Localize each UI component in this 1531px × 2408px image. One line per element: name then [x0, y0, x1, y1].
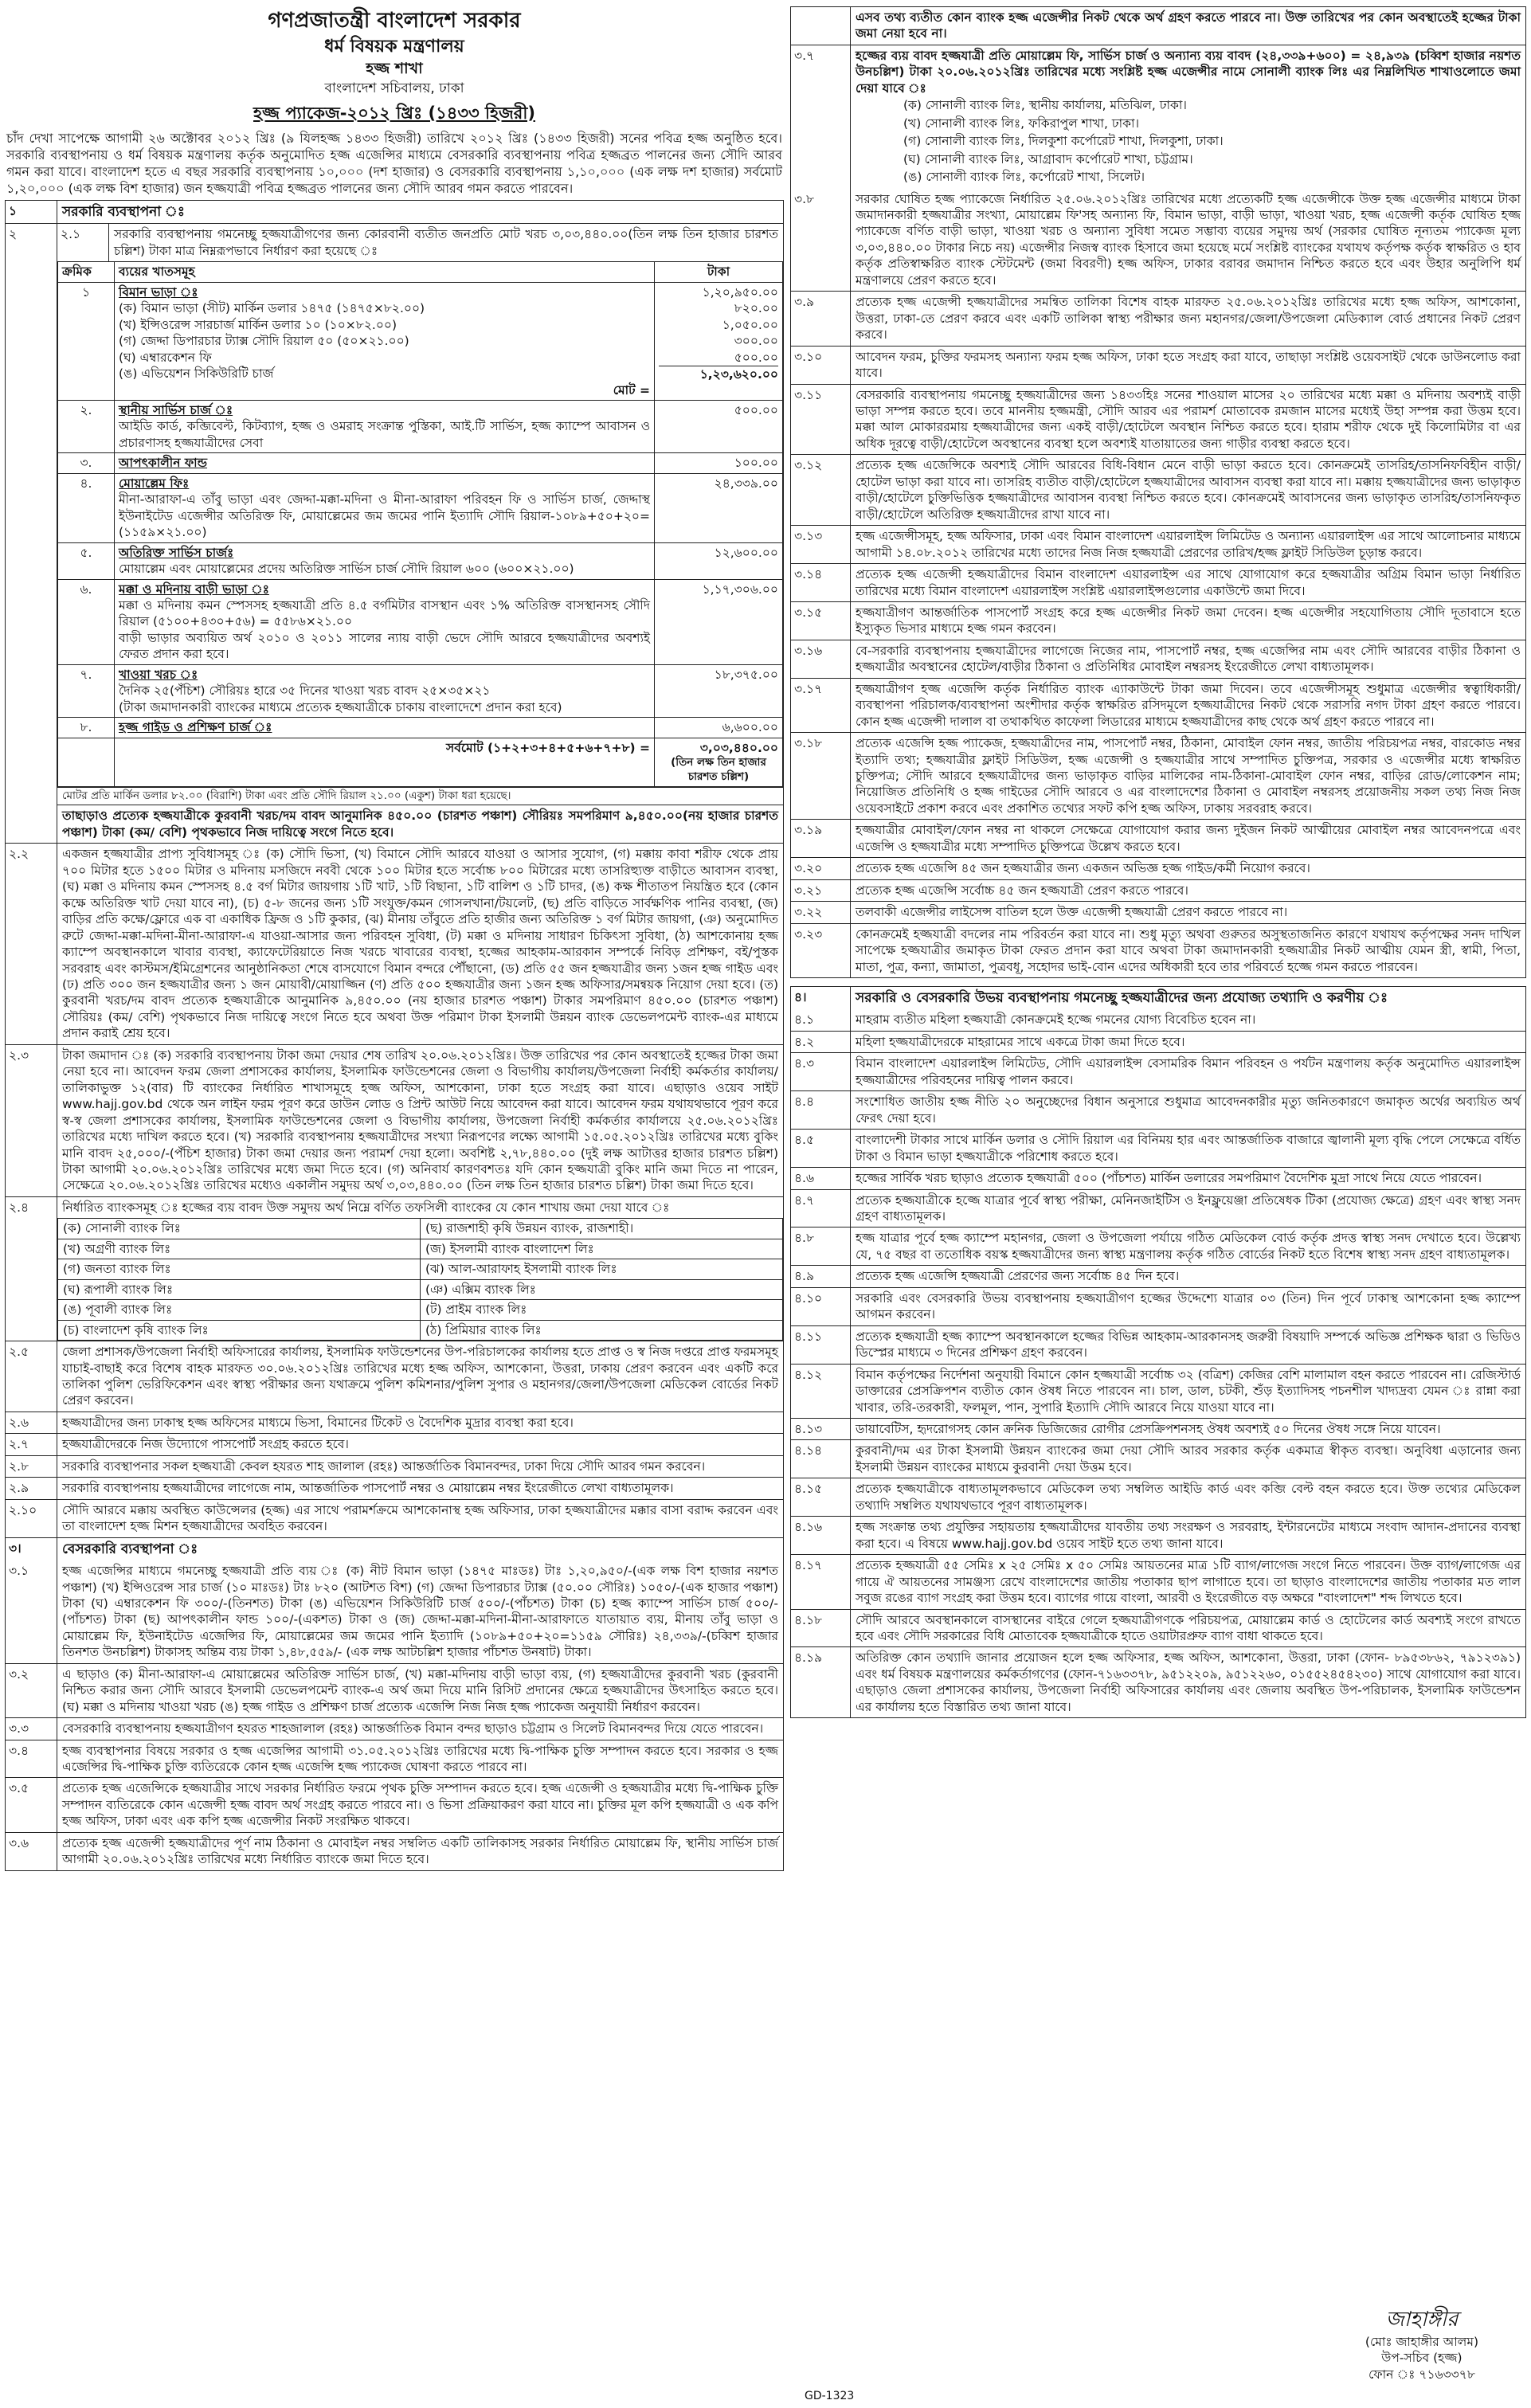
cost-serial: ৫.: [58, 542, 115, 579]
section-title: সরকারি ও বেসরকারি উভয় ব্যবস্থাপনায় গমনেচ্ছু হজ্জযাত্রীদের জন্য প্রযোজ্য তথ্যাদি ও করণীয় ঃ: [856, 990, 1388, 1007]
clause-row: [791, 819, 1525, 857]
clause-text: আবেদন ফরম, চুক্তির ফরমসহ অন্যান্য ফরম হজ্জ অফিস, ঢাকা হতে সংগ্রহ করা যাবে, তাছাড়া সংশ্লিষ্ট ওয়েবসাইট থেকে ডাউনলোড করা যাবে।: [856, 349, 1521, 381]
cost-heading: বিমান ভাড়া ঃ: [119, 284, 198, 300]
cost-heading: খাওয়া খরচ ঃ: [119, 667, 198, 682]
clause-number: ৩.১৫: [791, 602, 851, 640]
cost-item: [115, 579, 655, 664]
clause-row: [791, 1090, 1525, 1129]
clause-text: প্রত্যেক হজ্জ এজেন্সিকে হজ্জযাত্রীর সাথে সরকার নির্ধারিত ফরমে পৃথক চুক্তি সম্পাদন করতে হবে। হজ্জ এজেন্সী ও হজ্জযাত্রীর মধ্যে দ্বি-পাক্ষিক চুক্তি সম্পাদন ব্যতিরেকে কোন এজেন্সী হজ্জ বাবদ অর্থ সংগ্রহ করতে পারবে না। ও ভিসা প্রক্রিয়াকরণ করা যাবে না। চুক্তির মূল কপি হজ্জযাত্রী ও এক কপি হজ্জ অফিস, ঢাকা এবং এক কপি হজ্জ এজেন্সীর নিকট সংরক্ষিত থাকবে।: [62, 1781, 778, 1829]
document-code: GD-1323: [805, 2389, 855, 2402]
clause-number: ৩.৪: [6, 1740, 57, 1778]
clause-row: [791, 923, 1525, 977]
clause-text: বাংলাদেশী টাকার সাথে মার্কিন ডলার ও সৌদি রিয়াল এর বিনিময় হার এবং আন্তর্জাতিক বাজারে জ্বালানী মূল্য বৃদ্ধি পেলে সেক্ষেত্রে বর্ধিত টাকা ও বিমান ভাড়া হজ্জযাত্রীকে পরিশোধ করতে হবে।: [856, 1133, 1521, 1164]
clause-text: হজ্জযাত্রীগণ আন্তর্জাতিক পাসপোর্ট সংগ্রহ করে হজ্জ এজেন্সীর নিকট জমা দেবেন। হজ্জ এজেন্সীর সহযোগিতায় সৌদি দূতাবাসে হতে ইস্যুকৃত ভিসার মাধ্যমে হজ্জ গমন করবেন।: [856, 605, 1521, 636]
cost-line-amount: ৮২০.০০: [734, 301, 778, 316]
clause-number: ৪.১৪: [791, 1440, 851, 1478]
clause-number: ৪.৩: [791, 1053, 851, 1090]
section-number: ১: [6, 201, 57, 223]
clause-number: ৩.১: [6, 1560, 57, 1663]
cost-row: [58, 542, 783, 579]
cost-serial: ৮.: [58, 718, 115, 738]
section-private-cont: [790, 6, 1526, 978]
clause-text: হজ্জ এজেন্সির মাধ্যমে গমনেচ্ছু হজ্জযাত্রী প্রতি ব্যয় ঃ (ক) নীট বিমান ভাড়া (১৪৭৫ মাঃডঃ) টাঃ ১,২০,৯৫০/-(এক লক্ষ বিশ হাজার নয়শত পঞ্চাশ) (খ) ইন্সিওরেন্স সার চার্জ (১০ মাঃডঃ) টাঃ ৮২০ (আটশত বিশ) (গ) জেদ্দা ডিপারচার ট্যাক্স (৫০.০০ সৌরিঃ) ১০৫০/-(এক হাজার পঞ্চাশ) টাকা (ঘ) এম্বারকেশন ফি ৩০০/-(তিনশত) টাকা (ঙ) এভিয়েশন সিকিউরিটি চার্জ ৫০০/-(পাঁচশত) টাকা (চ) হজ্জ ক্যাম্পে সার্ভিস চার্জ ৫০০/-(পাঁচশত) টাকা (ছ) আপৎকালীন ফান্ড ১০০/-(একশত) টাকা ও (জ) জেদ্দা-মক্কা-মদিনা-মীনা-আরাফাতে যাতায়াত ব্যয়, মীনায় তাঁবু ভাড়া ও মোয়াল্লেম ফি, ইউনাইটেড এজেন্সির ফি, মোয়াল্লেমের জম জমের পানি ইত্যাদি (১০৮৯+৫০+২০=১১৫৯ সৌরিঃ) ২৪,৩৩৯/-(চব্বিশ হাজার তিনশত উনচল্লিশ) টাকাসহ অন্তিম ব্যয় টাকা ১,৪৮,৫৫৯/- (এক লক্ষ আটচল্লিশ হাজার পাঁচশত উনষাট) টাকা।: [62, 1564, 778, 1660]
cost-line: (গ) জেদ্দা ডিপারচার ট্যাক্স সৌদি রিয়াল ৫০ (৫০×২১.০০): [119, 334, 409, 349]
clause-text: সরকারি এবং বেসরকারি উভয় ব্যবস্থাপনায় হজ্জযাত্রীগণ হজ্জের উদ্দেশ্যে যাত্রার ০৩ (তিন) দিন পূর্বে ঢাকাস্থ আশকোনা হজ্জ ক্যাম্পে আগমন করবেন।: [856, 1290, 1521, 1322]
cost-row: [58, 579, 783, 664]
cost-row: [58, 473, 783, 542]
clause-row: [791, 1052, 1525, 1090]
clause-text: প্রত্যেক হজ্জ এজেন্সি সর্বোচ্চ ৪৫ জন হজ্জযাত্রী প্রেরণ করতে পারবে।: [856, 883, 1188, 898]
clause-number: ৪.১২: [791, 1365, 851, 1418]
bank-intro: নির্ধারিত ব্যাংকসমূহ ঃ হজ্জের ব্যয় বাবদ উক্ত সমুদয় অর্থ নিম্নে বর্ণিত তফসিলী ব্যাংকের যে কোন শাখায় জমা দেয়া যাবে ঃ: [62, 1200, 670, 1215]
clause-text: মহিলা হজ্জযাত্রীদেরকে মাহরামের সাথে একত্রে টাকা জমা দিতে হবে।: [856, 1034, 1185, 1049]
page-title: হজ্জ প্যাকেজ-২০১২ খ্রিঃ (১৪৩৩ হিজরী): [253, 103, 535, 123]
clause-text: প্রত্যেক হজ্জযাত্রী হজ্জ ক্যাম্পে অবস্থানকালে হজ্জের বিভিন্ন আহকাম-আরকানসহ জরুরী বিষয়াদি সম্পর্কে অভিজ্ঞ প্রশিক্ষক দ্বারা ও ভিডিও ডিস্প্লের মাধ্যমে ৩ দিনের প্রশিক্ষণ গ্রহণ করবেন।: [856, 1329, 1521, 1361]
bank-row: [58, 1300, 783, 1320]
clause-row: [791, 1009, 1525, 1030]
clause-text: বেসরকারি ব্যবস্থাপনায় হজ্জযাত্রীগণ হযরত শাহজালাল (রহঃ) আন্তর্জাতিক বিমান বন্দর ছাড়াও চট্টগ্রাম ও সিলেট বিমানবন্দর দিয়ে যেতে পারবেন।: [62, 1721, 764, 1737]
clause-number: ৩.২৩: [791, 924, 851, 977]
clause-row: [791, 346, 1525, 384]
clause-text: কুরবানী/দম এর টাকা ইসলামী উন্নয়ন ব্যাংকের জমা দেয়া সৌদি আরব সরকার কর্তৃক একমাত্র স্বীকৃত ব্যবস্থা। অনুবিধা এড়ানোর জন্য ইসলামী উন্নয়ন ব্যাংকের মাধ্যমে কুরবানী দেয়া উত্তম হবে।: [856, 1443, 1521, 1474]
cost-line-amount: ১,১৭,৩০৬.০০: [702, 581, 778, 597]
cost-item: [115, 400, 655, 452]
cost-amount: [655, 453, 783, 473]
clause-number: ৩.২০: [791, 858, 851, 879]
cost-item: [115, 542, 655, 579]
clause-text: প্রত্যেক হজ্জযাত্রী ৫৫ সেমিঃ x ২৫ সেমিঃ x ৫০ সেমিঃ আয়তনের মাত্র ১টি ব্যাগ/লাগেজ সংগে নিতে পারবেন। উক্ত ব্যাগ/লাগেজ এর গায়ে ঐ আয়তনের সামঞ্জস্য রেখে বাংলাদেশের জাতীয় পতাকার ছাপ লাগাতে হবে। তা ছাড়াও বাংলাদেশের জাতীয় পতাকার মত লাল সবুজ রঙের ব্যাগ সংগ্রহ করা উত্তম হবে। ব্যাগের গায়ে বাংলা, আরবী ও ইংরেজীতে বড় অক্ষরে "বাংলাদেশ" শব্দ লিখতে হবে।: [856, 1558, 1521, 1606]
clause-text: মাহরাম ব্যতীত মহিলা হজ্জযাত্রী কোনক্রমেই হজ্জে গমনের যোগ্য বিবেচিত হবেন না।: [856, 1012, 1256, 1028]
cost-table: [57, 261, 783, 786]
cost-line: দৈনিক ২৫(পঁচিশ) সৌরিয়ঃ হারে ৩৫ দিনের খাওয়া খরচ বাবদ ২৫×৩৫×২১: [119, 683, 491, 699]
clause-number: ৩.১৬: [791, 640, 851, 678]
clause-text: বেসরকারি ব্যবস্থাপনায় গমনেচ্ছু হজ্জযাত্রীদের জন্য ১৪৩৩হিঃ সনের শাওয়াল মাসের ২০ তারিখের মধ্যে মক্কা ও মদিনায় অবশ্যই বাড়ী ভাড়া সম্পন্ন করতে হবে। তবে মাননীয় হজ্জমন্ত্রী, সৌদি আরব এর পরামর্শ মোতাবেক রমজান মাসের মধ্যেই উহা সম্পন্ন করা উত্তম হবে। মক্কা আল মোকাররমায় হজ্জযাত্রীদের জন্য একই বাড়ী/হোটেলে অবস্থান নিশ্চিত করতে হবে। হারাম শরীফ থেকে দুই কিলোমিটার বা এর অধিক দূরত্বে বাড়ী/হোটেলে অবস্থানের ব্যবস্থা হলে অবশ্যই যাতায়াতের জন্য গাড়ীর ব্যবস্থা করতে হবে।: [856, 387, 1521, 451]
cost-intro: সরকারি ব্যবস্থাপনায় গমনেচ্ছু হজ্জযাত্রীগণের জন্য কোরবানী ব্যতীত জনপ্রতি মোট খরচ ৩,০৩,৪৪০.০০(তিন লক্ষ তিন হাজার চারশত চল্লিশ) টাকা মাত্র নিম্নরূপভাবে নির্ধারণ করা হয়েছে ঃ: [114, 227, 778, 258]
cost-amount: [655, 718, 783, 738]
section-title: সরকারি ব্যবস্থাপনা ঃ: [62, 204, 185, 221]
clause-row: [6, 1663, 783, 1717]
bank-branch: (ক) সোনালী ব্যাংক লিঃ, স্থানীয় কার্যালয়, মতিঝিল, ঢাকা।: [903, 98, 1187, 113]
clause-number: ৩.৬: [6, 1833, 57, 1870]
clause-row: [6, 1717, 783, 1739]
clause-text: বিমান কর্তৃপক্ষের নির্দেশনা অনুযায়ী বিমানে কোন হজ্জযাত্রী সর্বোচ্চ ৩২ (বত্রিশ) কেজির বেশি মালামাল বহন করতে পারবেন না। রেজিস্টার্ড ডাক্তারের প্রেসক্রিপশন ব্যতীত কোন ঔষধ নিতে পারবেন না। চাল, ডাল, চটকী, শুঁড় ইত্যাদিসহ পচনশীল খাদ্যদ্রব্য যেমন ঃ রান্না করা খাবার, তরি-তরকারী, ফলমূল, পান, সুপারি ইত্যাদি সৌদি আরবে নিয়ে যাওয়া যাবে না।: [856, 1367, 1521, 1415]
clause-row: [791, 1439, 1525, 1478]
section-number: ২.১০: [6, 1500, 57, 1537]
cost-row: [58, 400, 783, 452]
cost-line-amount: ৫০০.০০: [734, 350, 778, 365]
clause-row: [791, 1646, 1525, 1717]
section-number: ২.৯: [6, 1478, 57, 1498]
bank-name: (চ) বাংলাদেশ কৃষি ব্যাংক লিঃ: [58, 1320, 421, 1340]
clause-row: [791, 525, 1525, 563]
cost-amount: [655, 473, 783, 542]
clause-row: [791, 1129, 1525, 1167]
cost-item: [115, 453, 655, 473]
clause-text: প্রত্যেক হজ্জ এজেন্সী হজ্জযাত্রীদের পূর্ণ নাম ঠিকানা ও মোবাইল নম্বর সম্বলিত একটি তালিকাসহ সরকার নির্ধারিত মোয়াল্লেম ফি, স্থানীয় সার্ভিস চার্জ আগামী ২০.০৬.২০১২খ্রিঃ তারিখের মধ্যে নির্ধারিত ব্যাংকে জমা দিতে হবে।: [62, 1835, 778, 1867]
clause-number: ৪.১৯: [791, 1647, 851, 1717]
clause-text: প্রত্যেক হজ্জ এজেন্সী হজ্জযাত্রীদের বিমান বাংলাদেশ এয়ারলাইন্স এর সাথে যোগাযোগ করে হজ্জযাত্রীর অগ্রিম বিমান ভাড়া নির্ধারিত তারিখের মধ্যে বিমান বাংলাদেশ এয়ারলাইন্স সংশ্লিষ্ট এয়ারলাইন্সগুলোর একাউন্টে জমা দিবে।: [856, 567, 1521, 598]
clause-text: হজ্জযাত্রীগণ হজ্জ এজেন্সি কর্তৃক নির্ধারিত ব্যাংক এ্যাকাউন্টে টাকা জমা দিবেন। তবে এজেন্সীসমূহ শুধুমাত্র এজেন্সীর স্বত্বাধিকারী/ব্যবস্থাপনা পরিচালক/ব্যবস্থাপনা অংশীদার কর্তৃক স্বাক্ষরিত রসিদমূলে হজ্জযাত্রীদের নিকট থেকে সরাসরি নগদ টাকা গ্রহণ করতে পারবে। কোন হজ্জ এজেন্সী দালাল বা তথাকথিত কাফেলা লিডারের মাধ্যমে হজ্জযাত্রীদের কাছ থেকে অর্থ গ্রহণ করতে পারবে না।: [856, 681, 1521, 729]
clause-text: তলবাকী এজেন্সীর লাইসেন্স বাতিল হলে উক্ত এজেন্সী হজ্জযাত্রী প্রেরণ করতে পারবে না।: [856, 905, 1288, 920]
bank-name: (ট) প্রাইম ব্যাংক লিঃ: [421, 1300, 783, 1320]
cost-row: [58, 664, 783, 717]
clause-number: ৪.১৬: [791, 1517, 851, 1554]
fee-deposit: হজ্জের ব্যয় বাবদ হজ্জযাত্রী প্রতি মোয়াল্লেম ফি, সার্ভিস চার্জ ও অন্যান্য ব্যয় বাবদ (২৪,৩৩৯+৬০০) = ২৪,৯৩৯ (চব্বিশ হাজার নয়শত উনচল্লিশ) টাকা ২০.০৬.২০১২খ্রিঃ তারিখের মধ্যে সংশ্লিষ্ট হজ্জ এজেন্সীর নামে সোনালী ব্যাংক লিঃ এর নিম্নলিখিত শাখাওলোতে জমা দেয়া যাবে ঃ: [856, 48, 1521, 96]
section-number: ৩।: [6, 1538, 57, 1560]
clause-row: [6, 1832, 783, 1870]
col-amount: টাকা: [655, 262, 783, 282]
clause-row: [6, 1740, 783, 1778]
form-verification: জেলা প্রশাসক/উপজেলা নির্বাহী অফিসারের কার্যালয়, ইসলামিক ফাউন্ডেশনের উপ-পরিচালকের কার্যালয় হতে প্রাপ্ত ও স্ব নিজ দপ্তরে প্রাপ্ত ফরমসমূহ যাচাই-বাছাই করে বিশেষ বাহক মারফত ৩০.০৬.২০১২খ্রিঃ তারিখের মধ্যে হজ্জ অফিস, আশকোনা, উত্তরা, ঢাকায় প্রেরণ করবেন এবং একটি করে তালিকা পুলিশ ভেরিফিকেশন এবং স্বাস্থ্য পরীক্ষার জন্য যথাক্রমে পুলিশ কমিশনার/পুলিশ সুপার ও মহানগর/জেলা/উপজেলা মেডিকেল বোর্ডের নিকট প্রেরণ করবেন।: [62, 1345, 778, 1408]
cost-item: [115, 718, 655, 738]
clause-row: [791, 1227, 1525, 1265]
clause-text: প্রত্যেক এজেন্সি হজ্জ প্যাকেজ, হজ্জযাত্রীদের নাম, পাসপোর্ট নম্বর, ঠিকানা, মোবাইল ফোন নম্বর, জাতীয় পরিচয়পত্র নম্বর, বারকোড নম্বর ইত্যাদি তথ্য; হজ্জযাত্রীর ফ্লাইট সিডিউল, হজ্জ এজেন্সী ও হজ্জযাত্রীর সাথে সম্পাদিত চুক্তিপত্র, সরকার ও এজেন্সীর মধ্যে স্বাক্ষরিত চুক্তিপত্র; সৌদি আরবে হজ্জযাত্রীদের জন্য ভাড়াকৃত বাড়ির মালিকের নাম-ঠিকানা-মোবাইল ফোন নম্বর, বাড়ির রোড/লোকেশন নাম; নিয়োজিত প্রতিনিধি ও হজ্জ গাইডের সৌদি আরবে ও এর বাংলাদেশের ঠিকানা ও মোবাইল নম্বরসহ প্রয়োজনীয় সকল তথ্য নিজ নিজ ওয়েবসাইটে প্রকাশ করবে এবং প্রকাশিত তথ্যের সফট কপি হজ্জ অফিস, ঢাকায় সরবরাহ করবে।: [856, 736, 1521, 816]
cost-heading: মক্কা ও মদিনায় বাড়ী ভাড়া ঃ: [119, 581, 269, 597]
bank-name: (ঝ) আল-আরাফাহ ইসলামী ব্যাংক লিঃ: [421, 1259, 783, 1279]
clause-number: ৩.১৩: [791, 526, 851, 563]
cost-serial: ৩.: [58, 453, 115, 473]
luggage: সরকারি ব্যবস্থাপনায় হজ্জযাত্রীদের লাগেজে নাম, আন্তর্জাতিক পাসপোর্ট নম্বর ও মোয়াল্লেম নম্বর ইংরেজীতে লেখা বাধ্যতামূলক।: [62, 1481, 674, 1496]
cost-line-amount: ১৮,৩৭৫.০০: [714, 667, 778, 682]
section-number: ২.৪: [6, 1197, 57, 1341]
clause-row: [791, 1478, 1525, 1516]
clause-row: [791, 601, 1525, 640]
clause-text: সংশোধিত জাতীয় হজ্জ নীতি ২০ অনুচ্ছেদের বিধান অনুসারে শুধুমাত্র আবেদনকারীর মৃত্যু জনিতকারণে জমাকৃত অর্থের অব্যয়িত অর্থ ফেরৎ দেয়া হবে।: [856, 1094, 1521, 1126]
bank-list: [57, 1218, 783, 1341]
cost-line-amount: ১,২০,৯৫০.০০: [702, 284, 778, 300]
clause-text: প্রত্যেক হজ্জ এজেন্সি হজ্জযাত্রী প্রেরণের জন্য সর্বোচ্চ ৪৫ দিন হবে।: [856, 1269, 1180, 1284]
bank-name: (খ) অগ্রণী ব্যাংক লিঃ: [58, 1239, 421, 1259]
bank-name: (ছ) রাজশাহী কৃষি উন্নয়ন ব্যাংক, রাজশাহী।: [421, 1219, 783, 1239]
clause-number: ৪.৬: [791, 1168, 851, 1188]
clause-row: [791, 879, 1525, 901]
cost-line-amount: ৬,৬০০.০০: [722, 720, 778, 735]
cost-heading: স্থানীয় সার্ভিস চার্জ ঃ: [119, 402, 233, 417]
signature-mark: জাহাঙ্গীর: [1385, 2308, 1459, 2332]
clause-text: সরকার ঘোষিত হজ্জ প্যাকেজে নির্ধারিত ২৫.০৬.২০১২খ্রিঃ তারিখের মধ্যে প্রত্যেকটি হজ্জ এজেন্সীকে উক্ত হজ্জ এজেন্সীর মাধ্যমে টাকা জমাদানকারী হজ্জযাত্রীর সংখ্যা, মোয়াল্লেম ফি'সহ অন্যান্য ফি, বিমান ভাড়া, বাড়ী ভাড়া, খাওয়া খরচ, হজ্জ এজেন্সী কর্তৃক ঘোষিত হজ্জ প্যাকেজে বর্ণিত বাড়ী ভাড়া, খাওয়া খরচ ও অন্যান্য সুবিধা সমেত সম্ভাব্য ব্যয়ের সমুদয় অর্থ (সরকার ঘোষিত নূন্যতম প্যাকেজ মূল্য ৩,০৩,৪৪০.০০ টাকার নিচে নয়) এজেন্সীর নিজস্ব ব্যাংক হিসাবে জমা হয়েছে মর্মে সংশ্লিষ্ট ব্যাংকের যথাযথ কর্তৃপক্ষ কর্তৃক স্বাক্ষরিত ও হাব কর্তৃক প্রতিস্বাক্ষরিত ব্যাংক স্টেটমেন্ট (জমা বিবরণী) হজ্জ অফিস, ঢাকার বরাবর জমাদান নিশ্চিত করতে হবে এবং উহার অনুলিপি ধর্ম মন্ত্রণালয়ে প্রেরণ করতে হবে।: [856, 191, 1521, 288]
clause-number: ৩.১৭: [791, 679, 851, 732]
clause-text: হজ্জ যাত্রার পূর্বে হজ্জ ক্যাম্পে মহানগর, জেলা ও উপজেলা পর্যায়ে গঠিত মেডিকেল বোর্ড কর্তৃক প্রদত্ত স্বাস্থ্য সনদ দেখাতে হবে। উল্লেখ্য যে, ৭৫ বছর বা ততোধিক বয়স্ক হজ্জযাত্রীদের জন্য স্বাস্থ্য মন্ত্রণালয় কর্তৃক গঠিত বোর্ডের নিকট হতে বিশেষ স্বাস্থ্য সনদ গ্রহণ বাধ্যতামূলক।: [856, 1231, 1521, 1262]
clause-text: হজ্জ ব্যবস্থাপনার বিষয়ে সরকার ও হজ্জ এজেন্সির আগামী ৩১.০৫.২০১২খ্রিঃ তারিখের মধ্যে দ্বি-পাক্ষিক চুক্তি সম্পাদন করতে হবে। সরকার ও হজ্জ এজেন্সির দ্বি-পাক্ষিক চুক্তি ব্যতিরেকে কোন হজ্জ এজেন্সি হজ্জ প্যাকেজ ঘোষণা করতে পারবে না।: [62, 1743, 778, 1775]
cost-line: (টাকা জমাদানকারী ব্যাংকের মাধ্যমে প্রত্যেক হজ্জযাত্রীকে চাকায় বাংলাদেশে প্রদান করা হবে): [119, 699, 562, 715]
clause-number: ৩.১৯: [791, 820, 851, 857]
clause-number: ৪.৪: [791, 1091, 851, 1129]
cost-heading: মোয়াল্লেম ফিঃ: [119, 476, 190, 491]
bank-row: [58, 1320, 783, 1340]
clause-row: [791, 1189, 1525, 1227]
clause-number: ৪.২: [791, 1032, 851, 1052]
clause-number: ৩.৮: [791, 189, 851, 292]
clause-number: ৪.১: [791, 1009, 851, 1030]
ministry-name: ধর্ম বিষয়ক মন্ত্রণালয়: [324, 37, 464, 57]
cost-row: [58, 718, 783, 738]
cost-amount: [655, 579, 783, 664]
cost-item: [115, 282, 655, 400]
clause-text: প্রত্যেক হজ্জ এজেন্সিকে অবশ্যই সৌদি আরবের বিধি-বিধান মেনে বাড়ী ভাড়া করতে হবে। কোনক্রমেই তাসরিহ/তাসনিফবিহীন বাড়ী/হোটেল ভাড়া করা যাবে না। তাসরিহ ব্যতীত বাড়ী/হোটেলে হজ্জযাত্রীদের আবাসন ব্যবস্থা করা যাবে না। মক্কায় হজ্জযাত্রীদের জন্য ভাড়াকৃত বাড়ী/হোটেলে চুক্তিভিত্তিক হজ্জযাত্রীদের আবাসন ব্যবস্থা নিশ্চিত করতে হবে। কোনক্রমেই আবাসনের জন্য ভাড়াকৃত তাসরিহ/তাসনিফকৃত বাড়ী/হোটেলে অতিরিক্ত হজ্জযাত্রীদের রাখা যাবে না।: [856, 458, 1521, 522]
clause-row: [791, 1325, 1525, 1364]
signer-name: (মোঃ জাহাঙ্গীর আলম): [1365, 2334, 1478, 2349]
cost-heading: অতিরিক্ত সার্ভিস চার্জঃ: [119, 545, 234, 560]
location: বাংলাদেশ সচিবালয়, ঢাকা: [324, 80, 464, 97]
clause-text: অতিরিক্ত কোন তথ্যাদি জানার প্রয়োজন হলে হজ্জ অফিসার, হজ্জ অফিস, আশকোনা, উত্তরা, ঢাকা (ফোন- ৮৯৫৩৮৬২, ৭৯১২৩৯১) এবং ধর্ম বিষয়ক মন্ত্রণালয়ের কর্মকর্তাগণের (ফোন-৭১৬৩৩৭৮, ৯৫১২২০৯, ৯৫১২২৬০, ০১৫৫২৪৫৪২৩০) সাথে যোগাযোগ করা যাবে। এছাড়াও জেলা প্রশাসকের কার্যালয়, উপজেলা নির্বাহী অফিসারের কার্যালয় এবং জেলায় অবস্থিত উপ-পরিচালক, ইসলামিক ফাউন্ডেশন এর কার্যালয় হতে বিস্তারিত তথ্য জানা যাবে।: [856, 1650, 1521, 1714]
cost-line: (খ) ইন্সিওরেন্স সারচার্জ মার্কিন ডলার ১০ (১০×৮২.০০): [119, 317, 397, 332]
clause-text: বিমান বাংলাদেশ এয়ারলাইন্স লিমিটেড, সৌদি এয়ারলাইন্স বেসামরিক বিমান পরিবহন ও পর্যটন মন্ত্রণালয় কর্তৃক অনুমোদিত এয়ারলাইন্স হজ্জযাত্রীদের পরিবহনের দায়িত্ব পালন করবে।: [856, 1056, 1521, 1087]
bank-branch: (ঘ) সোনালী ব্যাংক লিঃ, আগ্রাবাদ কর্পোরেট শাখা, চট্টগ্রাম।: [903, 151, 1193, 166]
signer-designation: উপ-সচিব (হজ্জ): [1381, 2351, 1462, 2366]
section-number: ৪।: [791, 987, 851, 1009]
cost-line: আইডি কার্ড, কব্জিবেল্ট, কিটব্যাগ, হজ্জ ও ওমরাহ সংক্রান্ত পুস্তিকা, আই.টি সার্ভিস, হজ্জ ক্যাম্পে আবাসন ও প্রচারণাসহ হজ্জযাত্রীদের সেবা: [119, 419, 650, 450]
clause-row: [791, 189, 1525, 292]
bank-name: (ঞ) এক্সিম ব্যাংক লিঃ: [421, 1279, 783, 1299]
clause-row: [791, 901, 1525, 922]
cost-serial: ৪.: [58, 473, 115, 542]
cost-serial: ১: [58, 282, 115, 400]
subtotal-amount: ১,২৩,৬২০.০০: [659, 366, 778, 382]
clause-text: ডায়াবেটিস, হৃদরোগসহ কোন ক্রনিক ডিজিজের রোগীর প্রেসক্রিপশনসহ ঔষধ অবশ্যই ৫০ দিনের ঔষধ সঙ্গে নিয়ে যাবেন।: [856, 1421, 1441, 1436]
clause-number: ৪.১৭: [791, 1555, 851, 1608]
section-number: ২: [6, 224, 57, 843]
col-serial: ক্রমিক: [58, 262, 115, 282]
clause-number: ৪.৫: [791, 1130, 851, 1167]
clause-number: ৪.৯: [791, 1266, 851, 1286]
subtotal-label: মোট =: [613, 382, 650, 397]
house-allocation: সৌদি আরবে মক্কায় অবস্থিত কাউন্সেলর (হজ্জ) এর সাথে পরামর্শক্রমে আশকোনাস্থ হজ্জ অফিসার, ঢাকা হজ্জযাত্রীদের মক্কার বাসা বরাদ্দ করবেন এবং তা বাংলাদেশ হজ্জ মিশন হজ্জযাত্রীদের অবহিত করবেন।: [62, 1502, 778, 1534]
clause-text: বে-সরকারি ব্যবস্থাপনায় হজ্জযাত্রীদের লাগেজে নিজের নাম, পাসপোর্ট নম্বর, হজ্জ এজেন্সির নাম এবং সৌদি আরবের বাড়ীর ঠিকানা ও হজ্জযাত্রীর অবস্থানের হোটেল/বাড়ীর ঠিকানা ও প্রতিনিধির মোবাইল নম্বরসহ ইংরেজীতে লেখা বাধ্যতামূলক।: [856, 643, 1521, 675]
clause-row: [791, 454, 1525, 525]
section-title: বেসরকারি ব্যবস্থাপনা ঃ: [62, 1541, 198, 1557]
clause-row: [791, 1265, 1525, 1286]
cost-item: [115, 473, 655, 542]
clause-row: [791, 291, 1525, 345]
clause-number: ৪.১৩: [791, 1419, 851, 1439]
signature-block: [1365, 2306, 1478, 2383]
clause-row: [6, 1560, 783, 1663]
cost-heading: হজ্জ গাইড ও প্রশিক্ষণ চার্জ ঃ: [119, 720, 272, 735]
clause-row: [791, 1287, 1525, 1325]
cost-line-amount: ১২,৬০০.০০: [714, 545, 778, 560]
clause-text: হজ্জের সার্বিক খরচ ছাড়াও প্রত্যেক হজ্জযাত্রী ৫০০ (পাঁচশত) মার্কিন ডলারের সমপরিমাণ বৈদেশিক মুদ্রা সাথে নিয়ে যেতে পারবেন।: [856, 1171, 1482, 1186]
clause-number: ৪.১৫: [791, 1478, 851, 1516]
cost-serial: ৬.: [58, 579, 115, 664]
passport: হজ্জযাত্রীদেরকে নিজ উদ্যোগে পাসপোর্ট সংগ্রহ করতে হবে।: [62, 1437, 349, 1452]
continued-text: এসব তথ্য ব্যতীত কোন ব্যাংক হজ্জ এজেন্সীর নিকট থেকে অর্থ গ্রহণ করতে পারবে না। উক্ত তারিখের পর কোন অবস্থাতেই হজ্জের টাকা জমা নেয়া হবে না।: [856, 10, 1521, 41]
bank-row: [58, 1279, 783, 1299]
clause-row: [791, 732, 1525, 819]
cost-row: [58, 282, 783, 400]
bank-name: (ঠ) প্রিমিয়ার ব্যাংক লিঃ: [421, 1320, 783, 1340]
document-header: [5, 7, 784, 125]
bank-name: (জ) ইসলামী ব্যাংক বাংলাদেশ লিঃ: [421, 1239, 783, 1259]
section-number: ২.৫: [6, 1341, 57, 1412]
cost-line: মক্কা ও মদিনায় কমন স্পেসসহ হজ্জযাত্রী প্রতি ৪.৫ বর্গমিটার বাসস্থান এবং ১% অতিরিক্ত বাসস্থানসহ সৌদি রিয়াল (৫১০০+৪৩০+৫৬) = ৫৫৮৬×২১.০০: [119, 597, 650, 629]
bank-branch: (ঙ) সোনালী ব্যাংক লিঃ, কর্পোরেট শাখা, সিলেট।: [903, 170, 1145, 185]
visa-ticket: হজ্জযাত্রীদের জন্য ঢাকাস্থ হজ্জ অফিসের মাধ্যমে ভিসা, বিমানের টিকেট ও বৈদেশিক মুদ্রার ব্যবস্থা করা হবে।: [62, 1415, 574, 1430]
cost-item: [115, 664, 655, 717]
right-column: [790, 6, 1526, 2394]
bank-name: (ঘ) রূপালী ব্যাংক লিঃ: [58, 1279, 421, 1299]
cost-line: (ক) বিমান ভাড়া (সীট) মার্কিন ডলার ১৪৭৫ (১৪৭৫×৮২.০০): [119, 301, 425, 316]
clause-text: হজ্জযাত্রীর মোবাইল/ফোন নম্বর না থাকলে সেক্ষেত্রে যোগাযোগ করার জন্য দুইজন নিকট আত্মীয়ের মোবাইল নম্বর আবেদনপত্রে এবং এজেন্সি ও হজ্জযাত্রীর মধ্যে সম্পাদিত চুক্তিপত্রে উল্লেখ করতে হবে।: [856, 823, 1521, 854]
section-number: ২.৭: [6, 1434, 57, 1455]
cost-row: [58, 453, 783, 473]
section-number: ২.৩: [6, 1045, 57, 1196]
clause-row: [791, 1609, 1525, 1647]
section-common: [790, 986, 1526, 1718]
clause-row: [791, 384, 1525, 455]
bank-name: (গ) জনতা ব্যাংক লিঃ: [58, 1259, 421, 1279]
cost-serial: ৭.: [58, 664, 115, 717]
cost-line-amount: ৩০০.০০: [734, 334, 778, 349]
cost-line: মীনা-আরাফা-এ তাঁবু ভাড়া এবং জেদ্দা-মক্কা-মদিনা ও মীনা-আরাফা পরিবহন ফি ও সার্ভিস চার্জ, জেদ্দাস্থ ইউনাইটেড এজেন্সীর অতিরিক্ত ফি, মোয়াল্লেমের জম জমের পানি ইত্যাদি সৌদি রিয়াল-১০৮৯+৫০+২০= (১১৫৯×২১.০০): [119, 492, 650, 540]
cost-line-amount: ১০০.০০: [734, 456, 778, 471]
clause-number: ৩.৯: [791, 292, 851, 345]
cost-line: (ঙ) এভিয়েশন সিকিউরিটি চার্জ: [119, 366, 274, 382]
airport: সরকারি ব্যবস্থাপনার সকল হজ্জযাত্রী কেবল হযরত শাহ জালাল (রহঃ) আন্তর্জাতিক বিমানবন্দর, ঢাকা দিয়ে সৌদি আরব গমন করবেন।: [62, 1459, 706, 1474]
bank-name: (ক) সোনালী ব্যাংক লিঃ: [58, 1219, 421, 1239]
section-number: ২.৬: [6, 1412, 57, 1433]
section-number: ৩.৭: [791, 45, 851, 189]
clause-row: [791, 640, 1525, 678]
clause-text: এ ছাড়াও (ক) মীনা-আরাফা-এ মোয়াল্লেমের অতিরিক্ত সার্ভিস চার্জ, (খ) মক্কা-মদিনায় বাড়ী ভাড়া ব্যয়, (গ) হজ্জযাত্রীদের কুরবানী খরচ (কুরবানী নিশ্চিত করার জন্য সৌদি আরবে ইসলামী ডেভেলপমেন্ট ব্যাংক-এ অর্থ জমা দিয়ে মানি রিসিট প্রদানের ক্ষেত্রে হজ্জযাত্রীদের উৎসাহিত করতে হবে। (ঘ) মক্কা ও মদিনায় খাওয়া খরচ (ঙ) হজ্জ গাইড ও প্রশিক্ষণ চার্জ প্রত্যেক এজেন্সি নিজ নিজ হজ্জ প্যাকেজ অনুযায়ী নির্ধারণ করবেন।: [62, 1666, 778, 1714]
cost-line-amount: ২৪,৩৩৯.০০: [714, 476, 778, 491]
clause-number: ৪.১১: [791, 1326, 851, 1364]
intro-paragraph: চাঁদ দেখা সাপেক্ষে আগামী ২৬ অক্টোবর ২০১২ খ্রিঃ (৯ যিলহজ্জ ১৪৩৩ হিজরী) তারিখে ২০১২ খ্রিঃ (১৪৩৩ হিজরী) সনের পবিত্র হজ্জ অনুষ্ঠিত হবে। সরকারি ব্যবস্থাপনায় ও ধর্ম বিষয়ক মন্ত্রণালয় কর্তৃক অনুমোদিত হজ্জ এজেন্সির মাধ্যমে বেসরকারি ব্যবস্থাপনায় পবিত্র হজ্জব্রত পালনের জন্য সৌদি আরব গমন করা যাবে। বাংলাদেশ হতে এ বছর সরকারি ব্যবস্থাপনায় ১০,০০০ (দশ হাজার) ও বেসরকারি ব্যবস্থাপনায় ১,১০,০০০ (এক লক্ষ দশ হাজার) সর্বমোট ১,২০,০০০ (এক লক্ষ বিশ হাজার) জন হজ্জযাত্রী পবিত্র হজ্জব্রত পালনের জন্য সৌদি আরব গমন করতে পারবেন।: [6, 130, 782, 196]
bank-branch: (খ) সোনালী ব্যাংক লিঃ, ফকিরাপুল শাখা, ঢাকা।: [903, 116, 1140, 131]
clause-number: ৩.১০: [791, 347, 851, 384]
clause-number: ৩.১১: [791, 385, 851, 455]
section-govt: [5, 200, 784, 1871]
left-column: [5, 6, 784, 2394]
clause-number: ৩.২২: [791, 902, 851, 922]
clause-text: প্রত্যেক হজ্জ এজেন্সি ৪৫ জন হজ্জযাত্রীর জন্য একজন অভিজ্ঞ হজ্জ গাইড/কর্মী নিয়োগ করবে।: [856, 861, 1310, 876]
bank-row: [58, 1219, 783, 1239]
clause-text: হজ্জ সংক্রান্ত তথ্য প্রযুক্তির সহায়তায় হজ্জযাত্রীদের যাবতীয় তথ্য সংরক্ষণ ও সরবরাহ, ইন্টারনেটের মাধ্যমে সংবাদ আদান-প্রদানের ব্যবস্থা করা হবে। এ বিষয়ে www.hajj.gov.bd ওয়েব সাইট হতে তথ্য জানা যাবে।: [856, 1520, 1521, 1551]
cost-heading: আপৎকালীন ফান্ড: [119, 456, 208, 471]
col-head: ব্যয়ের খাতসমূহ: [115, 262, 655, 282]
cost-amount: [655, 664, 783, 717]
clause-number: ৪.৭: [791, 1190, 851, 1227]
clause-row: [6, 1777, 783, 1831]
clause-text: সৌদি আরবে অবস্থানকালে বাসস্থানের বাইরে গেলে হজ্জযাত্রীগণকে পরিচয়পত্র, মোয়াল্লেম কার্ড ও হোটেলের কার্ড অবশ্যই সংগে রাখতে হবে এবং সৌদি সরকারের বিধি মোতাবেক হজ্জযাত্রীকে হাতে ওয়াটারপ্রুফ ব্যাগ বাধা থাকতে হবে।: [856, 1612, 1521, 1643]
cost-line-amount: ১,০৫০.০০: [722, 317, 778, 332]
bank-row: [58, 1239, 783, 1259]
cost-line-amount: ৫০০.০০: [734, 402, 778, 417]
clause-row: [791, 857, 1525, 879]
clause-number: ৩.১৮: [791, 733, 851, 819]
clause-number: ৩.৩: [6, 1718, 57, 1739]
clause-text: প্রত্যেক হজ্জযাত্রীকে বাধ্যতামূলকভাবে মেডিকেল তথ্য সম্বলিত আইডি কার্ড এবং কব্জি বেল্ট বহন করতে হবে। উক্ত তথ্যের মেডিকেল তথ্যাদি সম্বলিত যথাযথভাবে পূরণ বাধ্যতামূলক।: [856, 1482, 1521, 1513]
clause-number: ৩.২১: [791, 880, 851, 901]
clause-row: [791, 1418, 1525, 1439]
clause-text: প্রত্যেক হজ্জ এজেন্সী হজ্জযাত্রীদের সমন্বিত তালিকা বিশেষ বাহক মারফত ২৫.০৬.২০১২খ্রিঃ তারিখের মধ্যে হজ্জ অফিস, আশকোনা, উত্তরা, ঢাকা-তে প্রেরণ করবে এবং একটি তালিকা স্বাস্থ্য পরীক্ষার জন্য মহানগর/জেলা/উপজেলা মেডিক্যাল বোর্ড প্রধানের নিকট প্রেরণ করবে।: [856, 295, 1521, 343]
clause-number: ৩.১৪: [791, 564, 851, 601]
grand-total: ৩,০৩,৪৪০.০০ (তিন লক্ষ তিন হাজার চারশত চল্লিশ): [655, 738, 783, 786]
clause-number: ৩.২: [6, 1664, 57, 1717]
bank-name: (ঙ) পূবালী ব্যাংক লিঃ: [58, 1300, 421, 1320]
grand-total-label: সর্বমোট (১+২+৩+৪+৫+৬+৭+৮) =: [115, 738, 655, 786]
cost-line: (ঘ) এম্বারকেশন ফি: [119, 350, 212, 365]
clause-number: ৪.১৮: [791, 1610, 851, 1647]
bank-branch: (গ) সোনালী ব্যাংক লিঃ, দিলকুশা কর্পোরেট শাখা, দিলকুশা, ঢাকা।: [903, 134, 1224, 149]
bank-row: [58, 1259, 783, 1279]
cost-serial: ২.: [58, 400, 115, 452]
clause-row: [791, 1167, 1525, 1188]
cost-line: বাড়ী ভাড়ার অব্যয়িত অর্থ ২০১০ ও ২০১১ সালের ন্যায় বাড়ী ভেদে সৌদি আরবে হজ্জযাত্রীদের অবশ্যই ফেরত প্রদান করা হবে।: [119, 630, 650, 662]
subsection-number: ২.১: [57, 224, 109, 261]
qurbani-note: তাছাড়াও প্রত্যেক হজ্জযাত্রীকে কুরবানী খরচ/দম বাবদ আনুমানিক ৪৫০.০০ (চারশত পঞ্চাশ) সৌরিয়ঃ সমপরিমাণ ৯,৪৫০.০০(নয় হাজার চারশত পঞ্চাশ) টাকা (কম/ বেশি) পৃথকভাবে নিজ দায়িত্বে সংগে নিতে হবে।: [57, 805, 783, 843]
rate-note: মোটর প্রতি মার্কিন ডলার ৮২.০০ (বিরাশি) টাকা এবং প্রতি সৌদি রিয়াল ২১.০০ (একুশ) টাকা ধরা হয়েছে।: [57, 787, 783, 805]
clause-text: কোনক্রমেই হজ্জযাত্রী বদলের নাম পরিবর্তন করা যাবে না। শুধু মৃত্যু অথবা গুরুতর অসুস্থতাজনিত কারণে যথাযথ কর্তৃপক্ষের সনদ দাখিল সাপেক্ষে হজ্জযাত্রীর জমাকৃত টাকা ফেরত প্রদান করা যাবে অথবা টাকা জমাদানকারী হজ্জযাত্রীর নিকট আত্মীয় যেমন স্ত্রী, স্বামী, পিতা, মাতা, পুত্র, কন্যা, জামাতা, পুত্রবধূ, সহোদর ভাই-বোন এদের অধিকারী হবে তার পরিবর্তে হজ্জে গমন করতে পারবেন।: [856, 926, 1521, 974]
clause-row: [791, 1554, 1525, 1608]
clause-row: [791, 678, 1525, 732]
clause-text: প্রত্যেক হজ্জযাত্রীকে হজ্জে যাত্রার পূর্বে স্বাস্থ্য পরীক্ষা, মেনিনজাইটিস ও ইনফ্লুয়েঞ্জা প্রতিষেধক টিকা (প্রযোজ্য ক্ষেত্রে) গ্রহণ এবং স্বাস্থ্য সনদ গ্রহণ বাধ্যতামূলক।: [856, 1192, 1521, 1224]
clause-number: ৩.৫: [6, 1778, 57, 1831]
cost-line: মোয়াল্লেম এবং মোয়াল্লেমের প্রদেয় অতিরিক্ত সার্ভিস চার্জ সৌদি রিয়াল ৬০০ (৬০০×২১.০০): [119, 562, 574, 577]
deposit-rules: টাকা জমাদান ঃ (ক) সরকারি ব্যবস্থাপনায় টাকা জমা দেয়ার শেষ তারিখ ২০.০৬.২০১২খ্রিঃ। উক্ত তারিখের পর কোন অবস্থাতেই হজ্জের টাকা জমা নেয়া হবে না। আবেদন ফরম জেলা প্রশাসকের কার্যালয়, ইসলামিক ফাউন্ডেশনের জেলা ও বিভাগীয় কার্যালয়/উপজেলা নির্বাহী কর্মকর্তার কার্যালয়/তালিকাভুক্ত ১২(বার) টি ব্যাংকের নির্ধারিত শাখাসমূহে হজ্জ অফিস, আশকোনা, ঢাকা হতে সংগ্রহ করা যাবে। এছাড়াও ওয়েব সাইট www.hajj.gov.bd থেকে অন লাইন ফরম পূরণ করে ডাউন লোড ও প্রিন্ট আউট নিয়ে আবেদন করা যাবে। আবেদন ফরম যথাযথভাবে পূরণ করে স্ব-স্ব জেলা প্রশাসকের কার্যালয়, ইসলামিক ফাউন্ডেশনের জেলা ও বিভাগীয় কার্যালয়, উপজেলা নির্বাহী কর্মকর্তার কার্যালয়ে ২৫.০৬.২০১২খ্রিঃ তারিখের মধ্যে দাখিল করতে হবে। (খ) সরকারি ব্যবস্থাপনায় হজ্জযাত্রীদের সংখ্যা নিরূপণের লক্ষ্যে আগামী ১৫.০৫.২০১২খ্রিঃ তারিখের মধ্যে বুকিং মানি বাবদ ২৫,০০০/-(পঁচিশ হাজার) টাকা জমা দেয়ার জন্য পরামর্শ দেয়া হলো। অবশিষ্ট ২,৭৮,৪৪০.০০ (দুই লক্ষ আটাত্তর হাজার চারশত চল্লিশ) টাকা আগামী ২০.০৬.২০১২খ্রিঃ তারিখের মধ্যে জমা দিতে হবে। (গ) অনিবার্য কারণবশতঃ যদি কোন হজ্জযাত্রী বুকিং মানি জমা দিতে না পারেন, সেক্ষেত্রে ২০.০৬.২০১২খ্রিঃ তারিখের মধ্যেও একালীন সমুদয় অর্থ ৩,০৩,৪৪০.০০ (তিন লক্ষ তিন হাজার চারশত চল্লিশ) টাকা জমা দিতে হবে।: [62, 1047, 778, 1193]
cost-amount: [655, 282, 783, 400]
clause-row: [791, 1364, 1525, 1418]
clause-row: [791, 1031, 1525, 1052]
clause-text: হজ্জ এজেন্সীসমূহ, হজ্জ অফিসার, ঢাকা এবং বিমান বাংলাদেশ এয়ারলাইন্স লিমিটেড ও অন্যান্য এয়ারলাইন্স এর সাথে আলোচনার মাধ্যমে আগামী ১৪.০৮.২০১২ তারিখের মধ্যে তাদের নিজ নিজ হজ্জযাত্রী প্রেরণের তারিখ/হজ্জ ফ্লাইট সিডিউল চূড়ান্ত করবে।: [856, 529, 1521, 560]
cost-amount: [655, 542, 783, 579]
govt-name: গণপ্রজাতন্ত্রী বাংলাদেশ সরকার: [268, 9, 521, 33]
benefits: একজন হজ্জযাত্রীর প্রাপ্য সুবিধাসমূহ ঃ (ক) সৌদি ভিসা, (খ) বিমানে সৌদি আরবে যাওয়া ও আসার সুযোগ, (গ) মক্কায় কাবা শরীফ থেকে প্রায় ৭০০ মিটার হতে ১৫০০ মিটার ও মদিনায় মসজিদে নববী থেকে ১০০ মিটার হতে সর্বোচ্চ ৮০০ মিটারের মধ্যে তাসরিহ্যুক্ত বাড়ীতে আবাসন ব্যবস্থা, (ঘ) মক্কা ও মদিনায় কমন স্পেসসহ ৪.৫ বর্গ মিটার জায়গায় ১টি খাট, ১টি বিছানা, ১টি বালিশ ও ১টি চাদর, (ঙ) কক্ষ শীতাতপ নিয়ন্ত্রিত হবে (কোন কক্ষে অতিরিক্ত খাট দেয়া যাবে না), (চ) ৫-৮ জনের জন্য ১টি সংযুক্ত/কমন গোসলখানা/টয়লেট, (ছ) প্রতি বাড়িতে সার্বক্ষণিক পানির ব্যবস্থা, (জ) বাড়ির প্রতি কক্ষে/ফ্লোরে এক বা একাধিক ফ্রিজ ও ১টি কুকার, (ঝ) মীনায় তাঁবুতে প্রতি হাজীর জন্য অতিরিক্ত ১ বর্গ মিটার জায়গা, (ঞ) অনুমোদিত রুটে জেদ্দা-মক্কা-মদিনা-মীনা-আরাফা-এ যাওয়া-আসার জন্য পরিবহন সুবিধা, (ট) মক্কা ও মদিনায় সাধারণ চিকিৎসা সুবিধা, (ঠ) আশকোনায় হজ্জ ক্যাম্পে অবস্থানকালে খাবার ব্যবস্থা, ক্যাফেটেরিয়াতে নিজ খরচে খাবারের ব্যবস্থা, হজ্জের আহকাম-আরকান সম্পর্কে নিবিড় প্রশিক্ষণ, বই/পুস্তক সরবরাহ এবং কাস্টমস/ইমিগ্রেশনের আনুষ্ঠানিকতা শেষে বাসযোগে বিমান বন্দরে পৌঁছানো, (ড) প্রতি ৫৫ জন হজ্জযাত্রীর জন্য ১জন হজ্জ গাইড এবং (ঢ) প্রতি ৩০০ জন হজ্জযাত্রীর জন্য ১ জন মোয়াবী/মোয়াজ্জিন (ণ) প্রতি ৫০০ হজ্জযাত্রীর জন্য ১জন হজ্জ অফিসার/সমন্বয়ক নিয়োগ দেয়া হবে। (ত) কুরবানী খরচ/দম বাবদ প্রত্যেক হজ্জযাত্রীকে আনুমানিক ৯,৪৫০.০০ (নয় হাজার চারশত পঞ্চাশ) টাকার সমপরিমাণ ৪৫০.০০ (চারশত পঞ্চাশ) সৌরিয়ঃ (কম/ বেশি) পৃথকভাবে নিজ দায়িত্বে সংগে নিতে হবে অথবা উক্ত পরিমাণ টাকা ইসলামী উন্নয়ন ব্যাংক ডেভেলপমেন্ট ব্যাংক-এর মাধ্যমে প্রদান করাই শ্রেয় হবে।: [62, 847, 778, 1041]
section-number: ২.২: [6, 844, 57, 1043]
clause-number: ৩.১২: [791, 455, 851, 525]
clause-row: [791, 1516, 1525, 1554]
clause-number: ৪.৮: [791, 1227, 851, 1265]
clause-number: ৪.১০: [791, 1288, 851, 1325]
signer-phone: ফোন ঃ ৭১৬৩৩৭৮: [1369, 2367, 1475, 2382]
clause-row: [791, 563, 1525, 601]
cost-amount: [655, 400, 783, 452]
branch-name: হজ্জ শাখা: [366, 60, 423, 78]
section-number: ২.৮: [6, 1456, 57, 1477]
